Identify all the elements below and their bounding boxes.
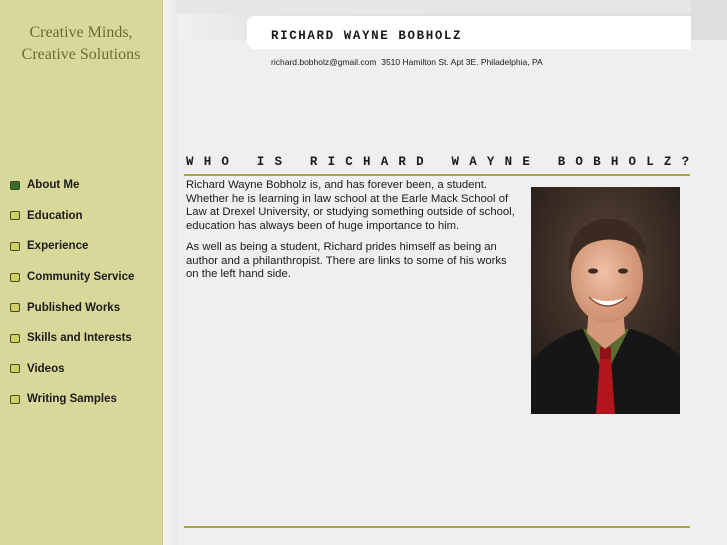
- heading-divider: [184, 174, 690, 176]
- bullet-icon: [10, 273, 20, 282]
- tagline-line-1: Creative Minds,: [29, 24, 133, 41]
- bullet-icon: [10, 364, 20, 373]
- sidebar-item-label: Writing Samples: [27, 393, 117, 406]
- sidebar-item-about-me[interactable]: [10, 170, 134, 201]
- sidebar-item-education[interactable]: [10, 201, 134, 232]
- sidebar-item-label: Skills and Interests: [27, 332, 132, 345]
- sidebar-item-videos[interactable]: [10, 354, 134, 385]
- bullet-icon: [10, 242, 20, 251]
- site-tagline: [0, 22, 162, 66]
- sidebar-item-label: Community Service: [27, 271, 135, 284]
- sidebar-item-label: Videos: [27, 362, 65, 375]
- bullet-icon: [10, 211, 20, 220]
- portrait-image: [531, 187, 680, 414]
- address-text: 3510 Hamilton St. Apt 3E. Philadelphia, PA: [381, 57, 543, 67]
- email-link[interactable]: richard.bobholz@gmail.com: [271, 57, 377, 67]
- sidebar-shadow: [163, 0, 177, 545]
- sidebar-nav: [10, 170, 134, 415]
- bio-paragraph-2: As well as being a student, Richard prides himself as being an author and a philanthropist. There are links to some of his works on the left hand side.: [186, 241, 507, 280]
- page-title: RICHARD WAYNE BOBHOLZ: [271, 29, 463, 43]
- bullet-icon: [10, 395, 20, 404]
- bio-paragraph-1: Richard Wayne Bobholz is, and has forever been, a student. Whether he is learning in law school at the Earle Mack School of Law at Drexel University, or studying something outside of school, education has always been of huge importance to him.: [186, 179, 515, 232]
- sidebar-item-label: Education: [27, 209, 83, 222]
- sidebar-item-experience[interactable]: [10, 231, 134, 262]
- footer-divider: [184, 526, 690, 528]
- bio-text: [186, 179, 522, 290]
- header-band-top: [177, 0, 691, 14]
- sidebar-item-writing-samples[interactable]: [10, 384, 134, 415]
- bullet-icon: [10, 334, 20, 343]
- bullet-icon: [10, 303, 20, 312]
- sidebar: [0, 0, 163, 545]
- tagline-line-2: Creative Solutions: [21, 46, 141, 63]
- contact-info: [271, 57, 543, 67]
- sidebar-item-community-service[interactable]: [10, 262, 134, 293]
- section-heading: WHO IS RICHARD WAYNE BOBHOLZ?: [186, 155, 700, 169]
- profile-photo: [531, 187, 680, 414]
- sidebar-item-label: Published Works: [27, 301, 121, 314]
- sidebar-item-skills-and-interests[interactable]: [10, 323, 134, 354]
- sidebar-item-label: Experience: [27, 240, 89, 253]
- sidebar-item-published-works[interactable]: [10, 292, 134, 323]
- bullet-icon: [10, 181, 20, 190]
- sidebar-item-label: About Me: [27, 179, 80, 192]
